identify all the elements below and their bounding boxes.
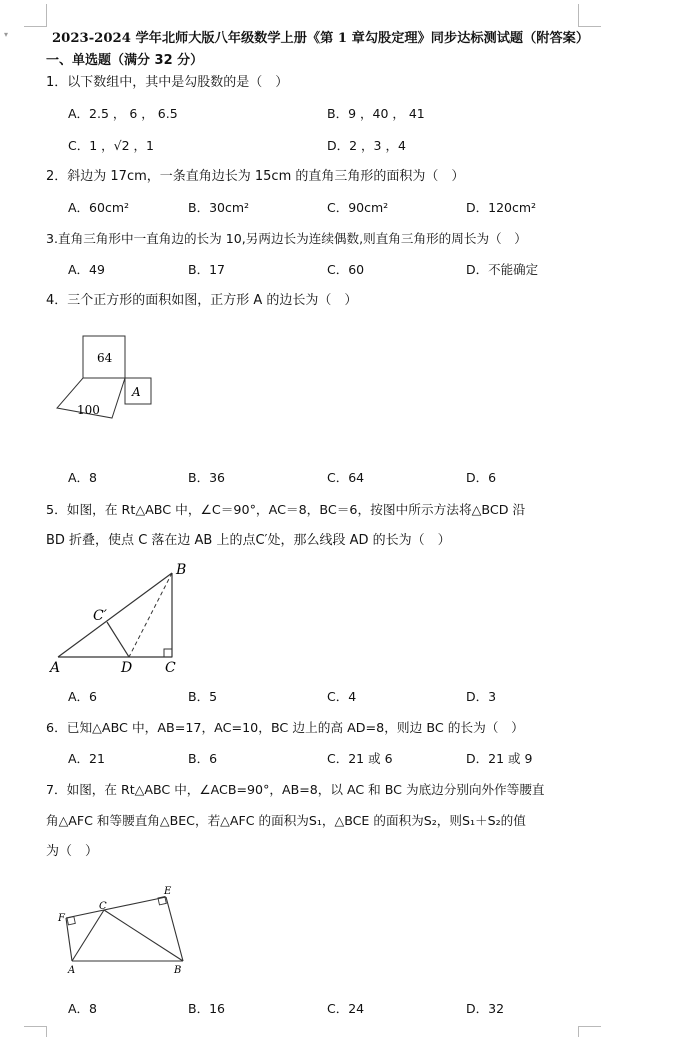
corner-mark-bottom-left <box>24 1026 47 1037</box>
question-5-line-1: 5．如图，在 Rt△ABC 中，∠C＝90°，AC＝8，BC＝6，按图中所示方法将△BCD 沿 <box>46 502 526 517</box>
q6-option-d: D．21 或 9 <box>466 751 533 766</box>
question-7-line-2: 角△AFC 和等腰直角△BEC，若△AFC 的面积为S₁，△BCE 的面积为S₂，则S₁＋S₂的值 <box>46 813 526 828</box>
question-4: 4．三个正方形的面积如图，正方形 A 的边长为（ ） <box>46 293 358 308</box>
q5-option-c: C．4 <box>327 689 357 704</box>
corner-mark-top-left <box>24 4 47 27</box>
q4-option-b: B．36 <box>188 470 225 485</box>
q3-option-b: B．17 <box>188 262 225 277</box>
point-b-label: B <box>176 562 187 578</box>
figure-isosceles-right-triangles <box>52 880 192 980</box>
q5-option-d: D．3 <box>466 689 497 704</box>
label-64: 64 <box>97 351 113 365</box>
question-3: 3.直角三角形中一直角边的长为 10,另两边长为连续偶数,则直角三角形的周长为（ ） <box>46 231 527 246</box>
q7-option-a: A．8 <box>68 1001 98 1016</box>
point-b-label-fig7: B <box>174 965 182 976</box>
q1-option-b: B．9 ，40 ， 41 <box>327 106 425 121</box>
label-100: 100 <box>77 403 100 417</box>
point-a-label: A <box>50 660 61 676</box>
figure-fold-triangle <box>48 560 198 678</box>
q4-option-c: C．64 <box>327 470 365 485</box>
section-heading: 一、单选题（满分 32 分） <box>46 53 204 68</box>
q5-option-a: A．6 <box>68 689 98 704</box>
q7-option-b: B．16 <box>188 1001 225 1016</box>
q6-option-c: C．21 或 6 <box>327 751 393 766</box>
q4-option-a: A．8 <box>68 470 98 485</box>
q2-option-a: A．60cm² <box>68 200 130 215</box>
question-1: 1．以下数组中，其中是勾股数的是（ ） <box>46 75 289 90</box>
corner-mark-bottom-right <box>578 1026 601 1037</box>
point-e-label-fig7: E <box>164 886 172 897</box>
q6-option-b: B．6 <box>188 751 218 766</box>
q1-option-a: A．2.5 ， 6 ， 6.5 <box>68 106 178 121</box>
q5-option-b: B．5 <box>188 689 218 704</box>
q3-option-c: C．60 <box>327 262 365 277</box>
question-7-line-1: 7．如图，在 Rt△ABC 中，∠ACB=90°，AB=8，以 AC 和 BC 为底边分别向外作等腰直 <box>46 782 545 797</box>
point-c-prime-label: C′ <box>93 608 107 624</box>
point-d-label: D <box>121 660 133 676</box>
q1-option-c: C．1 ，√2 ，1 <box>68 138 154 153</box>
margin-arrow-icon: ▾ <box>4 30 9 39</box>
q7-option-c: C．24 <box>327 1001 365 1016</box>
q1-option-d: D．2 ，3 ，4 <box>327 138 406 153</box>
q2-option-d: D．120cm² <box>466 200 537 215</box>
point-a-label-fig7: A <box>68 965 76 976</box>
figure-three-squares <box>50 330 160 450</box>
q6-option-a: A．21 <box>68 751 105 766</box>
point-c-label: C <box>165 660 176 676</box>
question-6: 6．已知△ABC 中，AB=17，AC=10，BC 边上的高 AD=8，则边 BC 的长为（ ） <box>46 720 524 735</box>
label-a: A <box>132 385 141 399</box>
corner-mark-top-right <box>578 4 601 27</box>
q4-option-d: D．6 <box>466 470 497 485</box>
q3-option-a: A．49 <box>68 262 105 277</box>
document-title: 2023-2024 学年北师大版八年级数学上册《第 1 章勾股定理》同步达标测试题（附答案） <box>52 31 590 46</box>
point-f-label-fig7: F <box>58 913 65 924</box>
q7-option-d: D．32 <box>466 1001 505 1016</box>
q2-option-b: B．30cm² <box>188 200 250 215</box>
question-5-line-2: BD 折叠，使点 C 落在边 AB 上的点C′处，那么线段 AD 的长为（ ） <box>46 533 451 548</box>
q2-option-c: C．90cm² <box>327 200 389 215</box>
question-2: 2．斜边为 17cm，一条直角边长为 15cm 的直角三角形的面积为（ ） <box>46 169 465 184</box>
point-c-label-fig7: C <box>99 901 107 912</box>
q3-option-d: D．不能确定 <box>466 262 539 277</box>
question-7-line-3: 为（ ） <box>46 844 99 859</box>
